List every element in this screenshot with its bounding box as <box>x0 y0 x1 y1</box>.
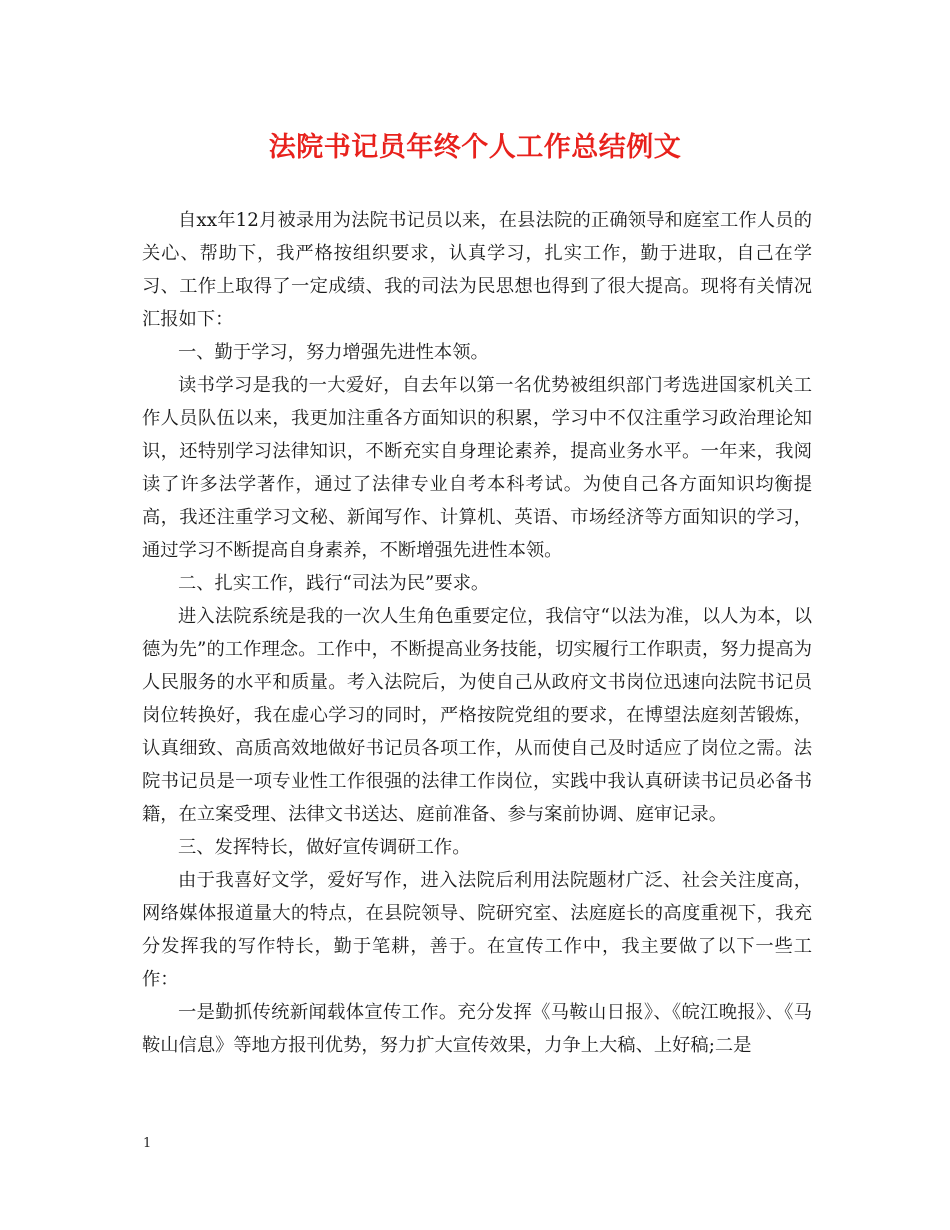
paragraph-work: 进入法院系统是我的一次人生角色重要定位，我信守“以法为准，以人为本，以德为先”的工作理念。工作中，不断提高业务技能，切实履行工作职责，努力提高为人民服务的水平和质量。考入法院后，为使自己从政府文书岗位迅速向法院书记员岗位转换好，我在虚心学习的同时，严格按院党组的要求，在博望法庭刻苦锻炼，认真细致、高质高效地做好书记员各项工作，从而使自己及时适应了岗位之需。法院书记员是一项专业性工作很强的法律工作岗位，实践中我认真研读书记员必备书籍，在立案受理、法律文书送达、庭前准备、参与案前协调、庭审记录。 <box>142 606 812 825</box>
document-body <box>142 204 812 1062</box>
section-heading-3: 三、发挥特长，做好宣传调研工作。 <box>178 837 471 858</box>
section-heading-1: 一、勤于学习，努力增强先进性本领。 <box>178 342 489 363</box>
paragraph-intro: 自xx年12月被录用为法院书记员以来，在县法院的正确领导和庭室工作人员的关心、帮助下，我严格按组织要求，认真学习，扎实工作，勤于进取，自己在学习、工作上取得了一定成绩、我的司法为民思想也得到了很大提高。现将有关情况汇报如下： <box>142 210 812 330</box>
paragraph-writing: 由于我喜好文学，爱好写作，进入法院后利用法院题材广泛、社会关注度高，网络媒体报道量大的特点，在县院领导、院研究室、法庭庭长的高度重视下，我充分发挥我的写作特长，勤于笔耕，善于。在宣传工作中，我主要做了以下一些工作： <box>142 870 812 990</box>
document-title: 法院书记员年终个人工作总结例文 <box>268 132 682 163</box>
page-number: 1 <box>143 1136 152 1151</box>
paragraph-publicity: 一是勤抓传统新闻载体宣传工作。充分发挥《马鞍山日报》、《皖江晚报》、《马鞍山信息》等地方报刊优势，努力扩大宣传效果，力争上大稿、上好稿;二是 <box>142 1002 812 1056</box>
paragraph-study: 读书学习是我的一大爱好，自去年以第一名优势被组织部门考选进国家机关工作人员队伍以来，我更加注重各方面知识的积累，学习中不仅注重学习政治理论知识，还特别学习法律知识，不断充实自身理论素养，提高业务水平。一年来，我阅读了许多法学著作，通过了法律专业自考本科考试。为使自己各方面知识均衡提高，我还注重学习文秘、新闻写作、计算机、英语、市场经济等方面知识的学习，通过学习不断提高自身素养，不断增强先进性本领。 <box>142 375 812 561</box>
section-heading-2: 二、扎实工作，践行“司法为民”要求。 <box>178 573 490 594</box>
